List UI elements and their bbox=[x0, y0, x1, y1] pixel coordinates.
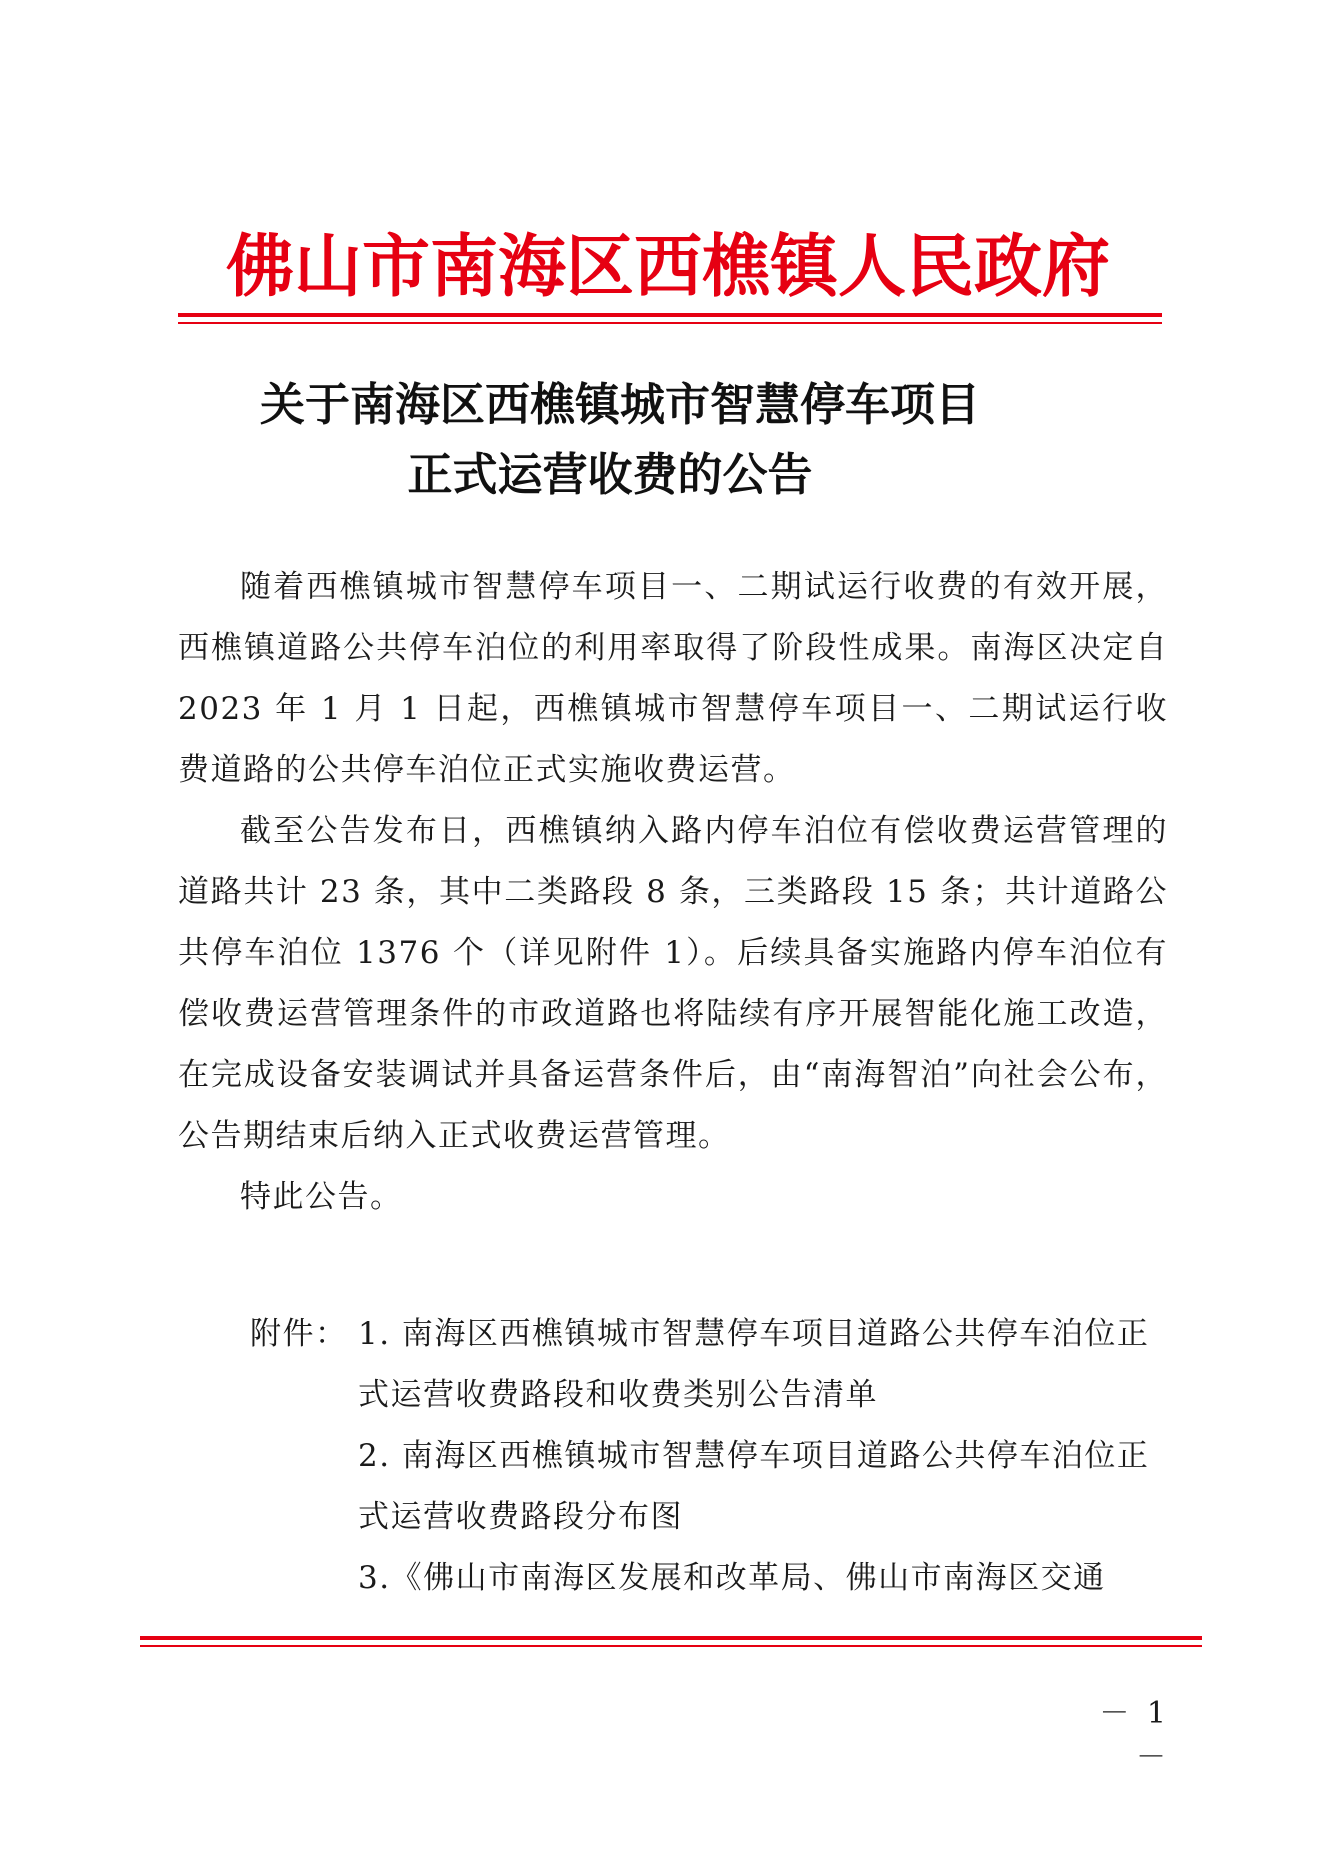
document-title-line-1: 关于南海区西樵镇城市智慧停车项目 bbox=[259, 378, 980, 431]
masthead-divider-thin bbox=[178, 322, 1162, 324]
closing-statement: 特此公告。 bbox=[240, 1179, 403, 1215]
attachment-item-1: 1. 南海区西樵镇城市智慧停车项目道路公共停车泊位正式运营收费路段和收费类别公告清单 bbox=[358, 1316, 1150, 1413]
page-number: － 1 － bbox=[1099, 1696, 1170, 1775]
body-paragraph-2: 截至公告发布日，西樵镇纳入路内停车泊位有偿收费运营管理的道路共计 23 条，其中二类路段 8 条，三类路段 15 条；共计道路公共停车泊位 1376 个（详见附件 1）。后续具备实施路内停车泊位有偿收费运营管理条件的市政道路也将陆续有序开展智能化施工改造，在完成设备安装调试并具备运营条件后，由“南海智泊”向社会公布，公告期结束后纳入正式收费运营管理。 bbox=[178, 813, 1168, 1154]
attachments-label: 附件： bbox=[250, 1316, 348, 1352]
masthead-divider-thick bbox=[178, 313, 1162, 317]
attachment-item-2: 2. 南海区西樵镇城市智慧停车项目道路公共停车泊位正式运营收费路段分布图 bbox=[358, 1438, 1150, 1535]
body-paragraph-1: 随着西樵镇城市智慧停车项目一、二期试运行收费的有效开展，西樵镇道路公共停车泊位的利用率取得了阶段性成果。南海区决定自 2023 年 1 月 1 日起，西樵镇城市智慧停车项目一、二期试运行收费道路的公共停车泊位正式实施收费运营。 bbox=[178, 569, 1168, 788]
document-body bbox=[178, 557, 1168, 1228]
attachment-item-3: 3.《佛山市南海区发展和改革局、佛山市南海区交通 bbox=[358, 1560, 1106, 1596]
footer-divider-thick bbox=[140, 1636, 1202, 1640]
document-title-line-2: 正式运营收费的公告 bbox=[407, 448, 813, 501]
attachments-section bbox=[250, 1304, 1170, 1609]
issuer-masthead: 佛山市南海区西樵镇人民政府 bbox=[225, 227, 1110, 307]
footer-divider-thin bbox=[140, 1645, 1202, 1647]
document-title bbox=[180, 370, 1140, 510]
